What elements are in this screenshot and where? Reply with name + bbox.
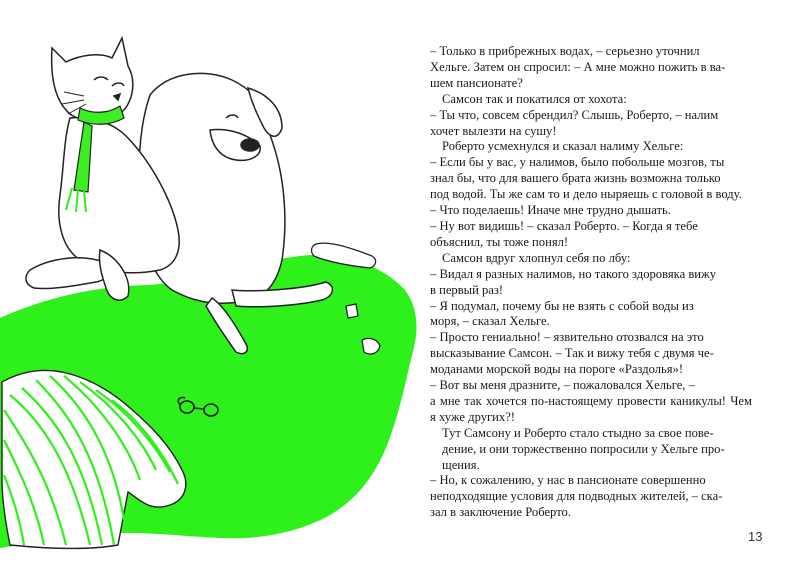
text-line: высказывание Самсон. – Так и вижу тебя с двумя че- — [430, 346, 714, 361]
paragraph — [430, 473, 752, 521]
paragraph — [430, 426, 752, 474]
text-line: Самсон так и покатился от хохота: — [442, 91, 627, 106]
text-line: неподходящие условия для подводных жителей, – ска- — [430, 489, 723, 504]
text-line: шем пансионате? — [430, 75, 523, 90]
text-line: – Просто гениально! – язвительно отозвался на это — [430, 330, 704, 345]
text-line: хочет вылезти на сушу! — [430, 123, 557, 138]
paragraph — [430, 330, 752, 378]
text-line: – Ну вот видишь! – сказал Роберто. – Когда я тебе — [430, 218, 698, 233]
paragraph — [430, 92, 752, 108]
paragraph — [430, 155, 752, 203]
text-line: Тут Самсону и Роберто стало стыдно за свое пове- — [442, 425, 714, 440]
text-line: моря, – сказал Хельге. — [430, 314, 550, 329]
paragraph — [430, 251, 752, 267]
text-line: – Что поделаешь! Иначе мне трудно дышать. — [430, 203, 671, 218]
text-line: Самсон вдруг хлопнул себя по лбу: — [442, 250, 631, 265]
text-line: – Но, к сожалению, у нас в пансионате совершенно — [430, 473, 706, 488]
text-line: – Вот вы меня дразните, – пожаловался Хельге, – — [430, 378, 695, 393]
paragraph — [430, 203, 752, 219]
paragraph — [430, 378, 752, 426]
paragraph — [430, 108, 752, 140]
text-line: знал бы, что для вашего брата жизнь возможна только — [430, 171, 721, 186]
text-line: объяснил, ты тоже понял! — [430, 234, 569, 249]
text-line: зал в заключение Роберто. — [430, 505, 571, 520]
text-line: Роберто усмехнулся и сказал налиму Хельге: — [442, 139, 684, 154]
text-line: щения. — [442, 457, 480, 472]
paragraph — [430, 299, 752, 331]
page-number: 13 — [748, 529, 763, 544]
text-line: моданами морской воды на пороге «Раздолья»! — [430, 362, 684, 377]
paragraph — [430, 267, 752, 299]
paragraph — [430, 139, 752, 155]
text-line: – Ты что, совсем сбрендил? Слышь, Роберто, – налим — [430, 107, 719, 122]
text-line: под водой. Ты же сам то и дело ныряешь с головой в воду. — [430, 187, 742, 202]
text-line: – Я подумал, почему бы не взять с собой воды из — [430, 298, 694, 313]
text-line: – Только в прибрежных водах, – серьезно уточнил — [430, 44, 700, 58]
text-line: дение, и они торжественно попросили у Хельге про- — [442, 441, 725, 456]
paragraph — [430, 44, 752, 92]
text-line: Хельге. Затем он спросил: – А мне можно пожить в ва- — [430, 59, 726, 74]
text-line: – Видал я разных налимов, но такого здоровяка вижу — [430, 266, 717, 281]
paragraph — [430, 219, 752, 251]
text-line: – Если бы у вас, у налимов, было побольше мозгов, ты — [430, 155, 725, 170]
text-line: а мне так хочется по-настоящему провести каникулы! Чем я хуже других?! — [430, 393, 752, 424]
body-text — [430, 44, 752, 521]
text-line: в первый раз! — [430, 282, 504, 297]
